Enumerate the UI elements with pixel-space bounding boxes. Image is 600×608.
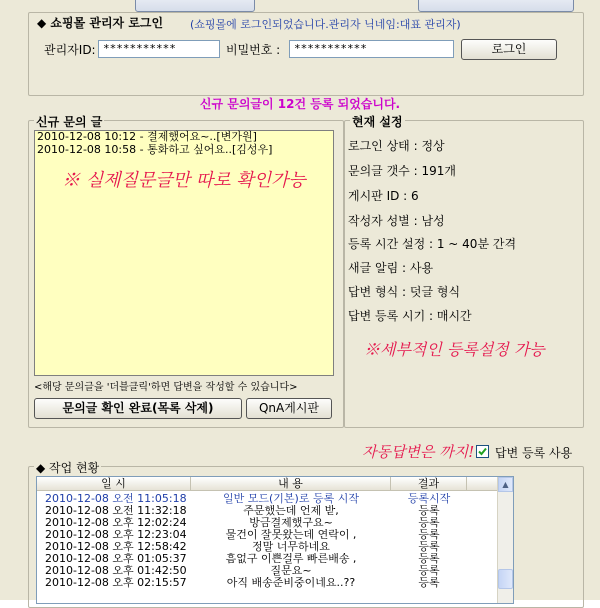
row-content: 질문요~	[270, 565, 312, 577]
settings-annotation: ※세부적인 등록설정 가능	[364, 340, 545, 359]
row-datetime: 2010-12-08 오후 01:42:50	[45, 565, 187, 577]
new-inquiry-notice: 신규 문의글이 12건 등록 되었습니다.	[199, 97, 401, 111]
setting-new-post-alert: 새글 알림 : 사용	[348, 261, 434, 275]
column-header-datetime[interactable]: 일 시	[37, 477, 191, 491]
auto-answer-checkbox[interactable]	[476, 445, 489, 458]
table-row[interactable]	[37, 541, 467, 553]
setting-register-interval: 등록 시간 설정 : 1 ~ 40분 간격	[348, 237, 517, 251]
row-datetime: 2010-12-08 오후 02:15:57	[45, 577, 187, 589]
row-content: 아직 배송준비중이네요..??	[226, 577, 356, 589]
table-row[interactable]	[37, 505, 467, 517]
scroll-thumb[interactable]	[498, 569, 513, 589]
setting-login-status: 로그인 상태 : 정상	[348, 139, 445, 153]
table-row[interactable]	[37, 553, 467, 565]
inquiry-item[interactable]: 2010-12-08 10:58 - 통화하고 싶어요..[김성우]	[37, 143, 273, 156]
row-datetime: 2010-12-08 오전 11:32:18	[45, 505, 187, 517]
password-label: 비밀번호 :	[226, 43, 281, 57]
table-row[interactable]	[37, 565, 467, 577]
login-title: ◆ 쇼핑몰 관리자 로그인	[37, 16, 164, 30]
work-log-table[interactable]	[36, 476, 514, 604]
table-row[interactable]	[37, 529, 467, 541]
row-content: 주문했는데 언제 받,	[243, 505, 339, 517]
auto-answer-annotation: 자동답변은 까지!	[362, 443, 475, 461]
row-datetime: 2010-12-08 오후 12:58:42	[45, 541, 187, 553]
table-row[interactable]	[37, 577, 467, 589]
row-content: 흠없구 이쁜걸루 빠른배송 ,	[225, 553, 357, 565]
column-header-content[interactable]: 내 용	[191, 477, 391, 491]
row-content: 물건이 잘못왔는데 연락이 ,	[225, 529, 357, 541]
top-button-right[interactable]	[418, 0, 574, 12]
login-status-message: (쇼핑몰에 로그인되었습니다.관리자 닉네임:대표 관리자)	[190, 18, 461, 31]
checkmark-icon	[477, 446, 488, 457]
row-result: 등록	[418, 517, 440, 529]
setting-answer-timing: 답변 등록 시기 : 매시간	[348, 309, 472, 323]
row-datetime: 2010-12-08 오후 12:23:04	[45, 529, 187, 541]
row-result: 등록	[418, 529, 440, 541]
setting-post-count: 문의글 갯수 : 191개	[348, 164, 456, 178]
row-result: 등록	[418, 505, 440, 517]
table-row[interactable]	[37, 517, 467, 529]
settings-group-title: 현재 설정	[352, 115, 403, 129]
work-log-scrollbar[interactable]	[497, 477, 513, 603]
inquiry-hint: <해당 문의글을 '더블클릭'하면 답변을 작성할 수 있습니다>	[34, 382, 298, 393]
inquiry-annotation: ※ 실제질문글만 따로 확인가능	[62, 170, 306, 191]
table-row[interactable]	[37, 493, 467, 505]
row-result: 등록	[418, 577, 440, 589]
inquiry-item[interactable]: 2010-12-08 10:12 - 결제했어요~..[변가원]	[37, 130, 257, 143]
row-result: 등록시작	[407, 493, 451, 505]
row-datetime: 2010-12-08 오전 11:05:18	[45, 493, 187, 505]
setting-author-gender: 작성자 성별 : 남성	[348, 214, 445, 228]
admin-id-label: 관리자ID:	[44, 43, 96, 57]
login-button[interactable]: 로그인	[461, 39, 557, 60]
row-content: 일반 모드(기본)로 등록 시작	[223, 493, 359, 505]
setting-board-id: 게시판 ID : 6	[348, 189, 419, 203]
row-result: 등록	[418, 565, 440, 577]
confirm-inquiries-button[interactable]: 문의글 확인 완료(목록 삭제)	[34, 398, 242, 419]
top-button-left[interactable]	[135, 0, 255, 12]
row-datetime: 2010-12-08 오후 12:02:24	[45, 517, 187, 529]
password-field[interactable]: ***********	[289, 40, 454, 58]
setting-answer-format: 답변 형식 : 덧글 형식	[348, 285, 461, 299]
qna-board-button[interactable]: QnA게시판	[246, 398, 332, 419]
scroll-up-icon[interactable]: ▲	[498, 477, 513, 492]
work-status-title: ◆ 작업 현황	[36, 461, 100, 475]
auto-answer-label: 답변 등록 사용	[495, 446, 573, 460]
row-result: 등록	[418, 541, 440, 553]
row-result: 등록	[418, 553, 440, 565]
row-datetime: 2010-12-08 오후 01:05:37	[45, 553, 187, 565]
column-header-result[interactable]: 결과	[391, 477, 467, 491]
row-content: 방금결제했구요~	[249, 517, 333, 529]
inquiry-group-title: 신규 문의 글	[36, 115, 103, 129]
row-content: 정말 너무하네요	[252, 541, 330, 553]
admin-id-field[interactable]: ***********	[98, 40, 220, 58]
